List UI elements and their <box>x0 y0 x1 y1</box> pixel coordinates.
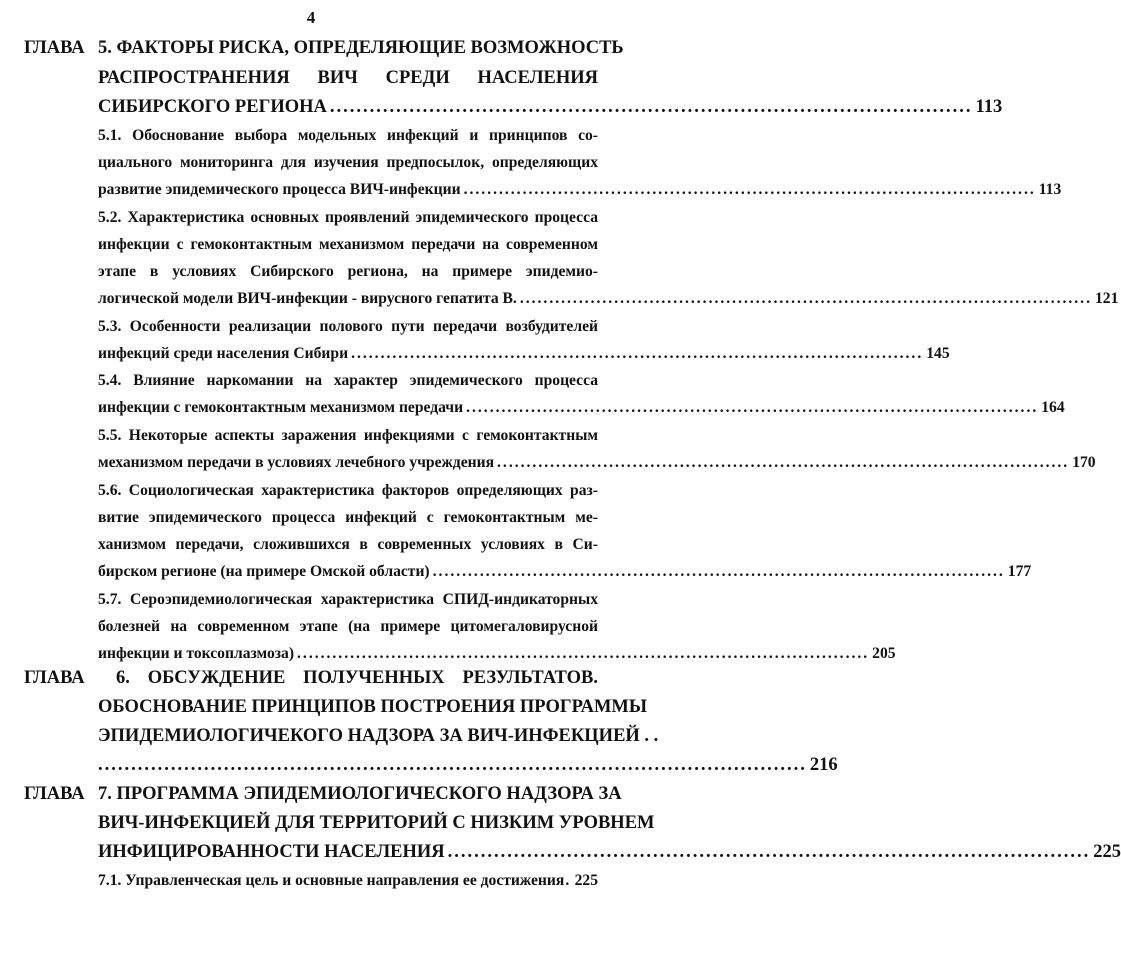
leader-dots: ................................................................................................. <box>297 645 870 662</box>
section-7-1-line-1: 7.1. Управленческая цель и основные направления ее достижения . 225 <box>98 872 598 889</box>
section-5-2-page: 121 <box>1094 290 1119 307</box>
chapter-6-leader-line <box>98 755 838 776</box>
section-5-4-page: 164 <box>1041 399 1065 416</box>
chapter-6-label: ГЛАВА <box>24 668 85 688</box>
page-number: 4 <box>306 8 316 27</box>
section-5-6-line-3: ханизмом передачи, сложившихся в современных условиях в Си- <box>98 536 598 553</box>
section-5-6-line-2: витие эпидемического процесса инфекций с гемоконтактным ме- <box>98 509 598 526</box>
leader-dots: ................................................................................................. <box>466 399 1039 416</box>
leader-dots: ................................................................................................. <box>329 97 973 117</box>
section-5-7-page: 205 <box>872 645 896 662</box>
section-5-3-page: 145 <box>926 345 950 362</box>
chapter-7-label: ГЛАВА <box>24 784 85 804</box>
section-5-6-line-1: 5.6. Социологическая характеристика факторов определяющих раз- <box>98 482 598 499</box>
chapter-5-label: ГЛАВА <box>24 38 85 58</box>
section-5-4-line-1: 5.4. Влияние наркомании на характер эпидемического процесса <box>98 372 598 389</box>
leader-dots: ................................................................................................. <box>447 842 1091 862</box>
section-5-3-line-2: инфекций среди населения Сибири ................................................................................................. 145 <box>98 345 950 362</box>
leader-dots: ........................................................................................................... <box>98 755 807 775</box>
chapter-6-title-line-1: 6. ОБСУЖДЕНИЕ ПОЛУЧЕННЫХ РЕЗУЛЬТАТОВ. <box>116 668 598 688</box>
section-5-5-line-1: 5.5. Некоторые аспекты заражения инфекциями с гемоконтактным <box>98 427 598 444</box>
leader-dots: ................................................................................................. <box>432 563 1005 580</box>
section-7-1-page: 225 <box>574 872 598 889</box>
section-5-2-line-3: этапе в условиях Сибирского региона, на примере эпидемио- <box>98 263 598 280</box>
section-5-5-line-2: механизмом передачи в условиях лечебного учреждения ................................................................................................. 170 <box>98 454 1096 471</box>
section-5-1-line-2: циального мониторинга для изучения предпосылок, определяющих <box>98 154 598 171</box>
leader-dots: ................................................................................................. <box>519 290 1092 307</box>
chapter-7-title-line-1: 7. ПРОГРАММА ЭПИДЕМИОЛОГИЧЕСКОГО НАДЗОРА ЗА <box>98 784 622 804</box>
chapter-7-title-line-3: ИНФИЦИРОВАННОСТИ НАСЕЛЕНИЯ ................................................................................................. 225 <box>98 842 1121 862</box>
section-5-2-line-1: 5.2. Характеристика основных проявлений эпидемического процесса <box>98 209 598 226</box>
chapter-5-title-line-1: 5. ФАКТОРЫ РИСКА, ОПРЕДЕЛЯЮЩИЕ ВОЗМОЖНОСТЬ <box>98 38 624 58</box>
section-5-2-line-4: логической модели ВИЧ-инфекции - вирусного гепатита В. ................................................................................................. 121 <box>98 290 1119 307</box>
chapter-5-title-line-3: СИБИРСКОГО РЕГИОНА ................................................................................................. 113 <box>98 97 1003 117</box>
leader-dots: ................................................................................................. <box>463 181 1036 198</box>
section-5-1-line-1: 5.1. Обоснование выбора модельных инфекций и принципов со- <box>98 127 598 144</box>
chapter-6-title-line-3: ЭПИДЕМИОЛОГИЧЕКОГО НАДЗОРА ЗА ВИЧ-ИНФЕКЦИЕЙ . . <box>98 726 659 746</box>
section-5-6-line-4: бирском регионе (на примере Омской области) ................................................................................................. 177 <box>98 563 1032 580</box>
section-5-7-line-1: 5.7. Сероэпидемиологическая характеристика СПИД-индикаторных <box>98 591 598 608</box>
chapter-5-title-line-2: РАСПРОСТРАНЕНИЯ ВИЧ СРЕДИ НАСЕЛЕНИЯ <box>98 68 598 88</box>
chapter-7-page: 225 <box>1093 842 1121 862</box>
chapter-6-page: 216 <box>809 755 838 775</box>
leader-dots: . <box>565 872 572 889</box>
section-5-5-page: 170 <box>1072 454 1096 471</box>
leader-dots: ................................................................................................. <box>351 345 924 362</box>
leader-dots: ................................................................................................. <box>497 454 1070 471</box>
section-5-4-line-2: инфекции с гемоконтактным механизмом передачи ................................................................................................. 164 <box>98 399 1065 416</box>
section-5-1-page: 113 <box>1038 181 1062 198</box>
section-5-3-line-1: 5.3. Особенности реализации полового пути передачи возбудителей <box>98 318 598 335</box>
section-5-1-line-3: развитие эпидемического процесса ВИЧ-инфекции ................................................................................................. 113 <box>98 181 1062 198</box>
section-5-2-line-2: инфекции с гемоконтактным механизмом передачи на современном <box>98 236 598 253</box>
chapter-6-title-line-2: ОБОСНОВАНИЕ ПРИНЦИПОВ ПОСТРОЕНИЯ ПРОГРАММЫ <box>98 697 648 717</box>
chapter-5-page: 113 <box>975 97 1003 117</box>
chapter-7-title-line-2: ВИЧ-ИНФЕКЦИЕЙ ДЛЯ ТЕРРИТОРИЙ С НИЗКИМ УРОВНЕМ <box>98 813 655 833</box>
section-5-7-line-3: инфекции и токсоплазмоза) ................................................................................................. 205 <box>98 645 896 662</box>
section-5-6-page: 177 <box>1007 563 1032 580</box>
section-5-7-line-2: болезней на современном этапе (на примере цитомегаловирусной <box>98 618 598 635</box>
